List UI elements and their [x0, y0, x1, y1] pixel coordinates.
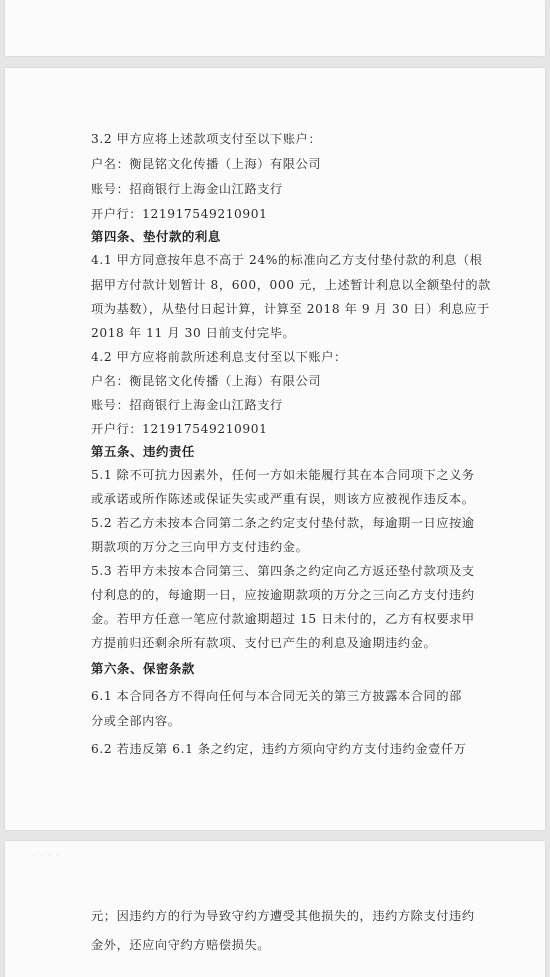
clause-6-1-line: 6.1 本合同各方不得向任何与本合同无关的第三方披露本合同的部 — [91, 689, 462, 703]
page-mark: · · · · — [33, 853, 61, 860]
clause-5-2-line: 5.2 若乙方未按本合同第二条之约定支付垫付款，每逾期一日应按逾 — [91, 516, 475, 530]
account-number: 开户行：121917549210901 — [91, 207, 268, 221]
account-bank: 账号：招商银行上海金山江路支行 — [91, 182, 283, 196]
contract-page — [5, 68, 545, 830]
continued-line: 元；因违约方的行为导致守约方遭受其他损失的，违约方除支付违约 — [91, 909, 475, 923]
next-page — [5, 841, 545, 977]
clause-5-3-line: 5.3 若甲方未按本合同第三、第四条之约定向乙方返还垫付款项及支 — [91, 564, 475, 578]
clause-4-1-line: 2018 年 11 月 30 日前支付完毕。 — [91, 326, 296, 340]
continued-line: 金外，还应向守约方赔偿损失。 — [91, 938, 271, 952]
clause-5-3-line: 金。若甲方任意一笔应付款逾期超过 15 日未付的，乙方有权要求甲 — [91, 612, 475, 626]
clause-4-1-line: 4.1 甲方同意按年息不高于 24%的标准向乙方支付垫付款的利息（根 — [91, 253, 483, 267]
clause-5-1-line: 5.1 除不可抗力因素外，任何一方如未能履行其在本合同项下之义务 — [91, 468, 475, 482]
clause-3-2: 3.2 甲方应将上述款项支付至以下账户： — [91, 132, 322, 146]
clause-4-2: 4.2 甲方应将前款所述利息支付至以下账户： — [91, 350, 347, 364]
section-4-heading: 第四条、垫付款的利息 — [91, 229, 221, 244]
account-bank: 账号：招商银行上海金山江路支行 — [91, 398, 283, 412]
clause-5-2-line: 期款项的万分之三向甲方支付违约金。 — [91, 540, 309, 554]
clause-5-1-line: 或承诺或所作陈述或保证失实或严重有误，则该方应被视作违反本。 — [91, 492, 475, 506]
clause-6-2-line: 6.2 若违反第 6.1 条之约定，违约方须向守约方支付违约金壹仟万 — [91, 742, 467, 756]
account-number: 开户行：121917549210901 — [91, 422, 268, 436]
clause-5-3-line: 付利息的的，每逾期一日，应按逾期款项的万分之三向乙方支付违约 — [91, 588, 475, 602]
account-name: 户名：衡昆铭文化传播（上海）有限公司 — [91, 157, 322, 171]
section-5-heading: 第五条、违约责任 — [91, 444, 195, 459]
clause-6-1-line: 分或全部内容。 — [91, 714, 181, 728]
clause-5-3-line: 方提前归还剩余所有款项、支付已产生的利息及逾期违约金。 — [91, 636, 437, 650]
clause-4-1-line: 据甲方付款计划暂计 8，600，000 元，上述暂计利息以全额垫付的款 — [91, 278, 491, 292]
section-6-heading: 第六条、保密条款 — [91, 661, 195, 676]
clause-4-1-line: 项为基数），从垫付日起计算，计算至 2018 年 9 月 30 日）利息应于 — [91, 302, 490, 316]
previous-page-fragment — [5, 0, 545, 56]
account-name: 户名：衡昆铭文化传播（上海）有限公司 — [91, 374, 322, 388]
